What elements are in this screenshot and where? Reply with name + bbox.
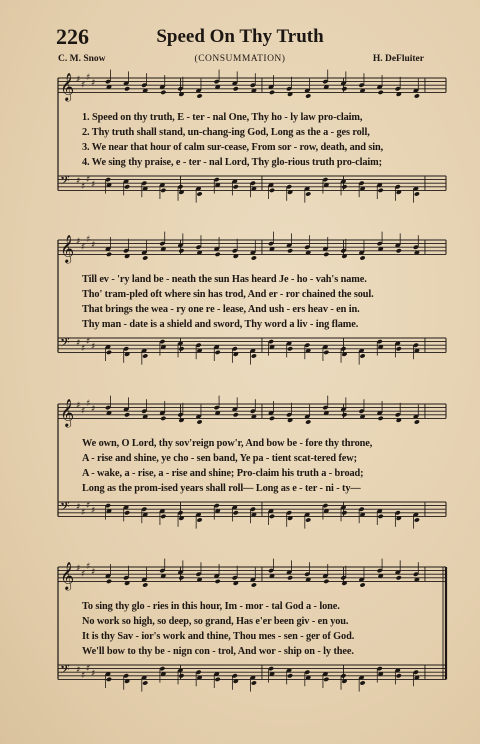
key-signature-icon bbox=[76, 337, 95, 354]
bass-clef-icon: 𝄢 bbox=[60, 661, 70, 680]
svg-text:♯: ♯ bbox=[86, 235, 91, 246]
svg-text:♯: ♯ bbox=[86, 174, 91, 185]
svg-text:♯: ♯ bbox=[86, 399, 91, 410]
lyric-line: A - wake, a - rise, a - rise and shine; Pro-claim his truth a - broad; bbox=[82, 468, 364, 479]
svg-text:♯: ♯ bbox=[91, 669, 96, 680]
svg-text:♯: ♯ bbox=[91, 78, 96, 89]
svg-text:♯: ♯ bbox=[76, 564, 81, 574]
lyric-line: Thy man - date is a shield and sword, Thy word a liv - ing flame. bbox=[82, 319, 359, 330]
svg-text:♯: ♯ bbox=[76, 401, 81, 411]
lyric-line: A - rise and shine, ye cho - sen band, Ye pa - tient scat-tered few; bbox=[82, 453, 357, 464]
lyric-line: Tho' tram-pled oft where sin has trod, And er - ror chained the soul. bbox=[82, 289, 374, 300]
lyric-line: Long as the prom-ised years shall roll— Long as e - ter - ni - ty— bbox=[82, 483, 361, 494]
svg-text:♯: ♯ bbox=[81, 182, 86, 192]
lyric-line: That brings the wea - ry one re - lease, And ush - ers heav - en in. bbox=[82, 304, 360, 315]
svg-text:♯: ♯ bbox=[86, 336, 91, 347]
treble-clef-icon: 𝄞 bbox=[60, 234, 75, 263]
key-signature-icon bbox=[76, 235, 95, 252]
svg-text:♯: ♯ bbox=[86, 663, 91, 674]
key-signature-icon bbox=[76, 73, 95, 90]
svg-text:♯: ♯ bbox=[76, 237, 81, 247]
lyric-line: 4. We sing thy praise, e - ter - nal Lord, Thy glo-rious truth pro-claim; bbox=[82, 157, 382, 168]
svg-text:♯: ♯ bbox=[76, 75, 81, 85]
tune-name: (CONSUMMATION) bbox=[194, 54, 286, 64]
key-signature-icon bbox=[76, 501, 95, 518]
svg-text:♯: ♯ bbox=[81, 671, 86, 681]
bass-clef-icon: 𝄢 bbox=[60, 172, 70, 191]
key-signature-icon bbox=[76, 399, 95, 416]
svg-text:♯: ♯ bbox=[76, 338, 81, 349]
author-credit: C. M. Snow bbox=[58, 54, 106, 64]
note-row bbox=[105, 70, 425, 99]
lyric-line: We'll bow to thy be - nign con - trol, And wor - ship on - ly thee. bbox=[82, 646, 354, 657]
lyric-line: No work so high, so deep, so grand, Has e'er been giv - en you. bbox=[82, 616, 349, 627]
svg-text:♯: ♯ bbox=[81, 406, 86, 417]
composer-credit: H. DeFluiter bbox=[372, 54, 424, 64]
svg-text:♯: ♯ bbox=[91, 180, 96, 191]
lyric-line: 3. We near that hour of calm sur-cease, From sor - row, death, and sin, bbox=[82, 142, 384, 153]
bass-clef-icon: 𝄢 bbox=[60, 498, 70, 517]
key-signature-icon bbox=[76, 175, 95, 192]
svg-text:♯: ♯ bbox=[91, 506, 96, 517]
lyric-line: It is thy Sav - ior's work and thine, Thou mes - sen - ger of God. bbox=[82, 631, 355, 642]
hymn-title: Speed On Thy Truth bbox=[156, 26, 324, 47]
svg-text:♯: ♯ bbox=[81, 80, 86, 91]
svg-text:♯: ♯ bbox=[91, 567, 96, 578]
svg-text:♯: ♯ bbox=[76, 502, 81, 513]
svg-text:♯: ♯ bbox=[86, 500, 91, 511]
svg-text:♯: ♯ bbox=[81, 508, 86, 518]
treble-clef-icon: 𝄞 bbox=[60, 561, 75, 590]
treble-clef-icon: 𝄞 bbox=[60, 398, 75, 427]
treble-clef-icon: 𝄞 bbox=[60, 72, 75, 101]
lyric-line: To sing thy glo - ries in this hour, Im - mor - tal God a - lone. bbox=[82, 601, 340, 612]
note-row bbox=[105, 232, 425, 261]
svg-text:♯: ♯ bbox=[86, 73, 91, 84]
svg-text:♯: ♯ bbox=[86, 562, 91, 573]
lyric-line: 1. Speed on thy truth, E - ter - nal One, Thy ho - ly law pro-claim, bbox=[82, 112, 363, 123]
key-signature-icon bbox=[76, 664, 95, 681]
svg-text:♯: ♯ bbox=[91, 342, 96, 353]
svg-text:♯: ♯ bbox=[76, 665, 81, 676]
svg-text:♯: ♯ bbox=[81, 569, 86, 580]
bass-clef-icon: 𝄢 bbox=[60, 334, 70, 353]
lyric-line: We own, O Lord, thy sov'reign pow'r, And bow be - fore thy throne, bbox=[82, 438, 373, 449]
svg-text:♯: ♯ bbox=[91, 404, 96, 415]
svg-text:♯: ♯ bbox=[76, 176, 81, 187]
note-row bbox=[105, 396, 425, 425]
svg-text:♯: ♯ bbox=[81, 242, 86, 253]
key-signature-icon bbox=[76, 562, 95, 579]
note-row bbox=[105, 559, 425, 588]
lyric-line: 2. Thy truth shall stand, un-chang-ing God, Long as the a - ges roll, bbox=[82, 127, 370, 138]
hymn-number: 226 bbox=[56, 24, 89, 49]
svg-text:♯: ♯ bbox=[91, 240, 96, 251]
svg-text:♯: ♯ bbox=[81, 344, 86, 354]
lyric-line: Till ev - 'ry land be - neath the sun Has heard Je - ho - vah's name. bbox=[82, 274, 367, 285]
